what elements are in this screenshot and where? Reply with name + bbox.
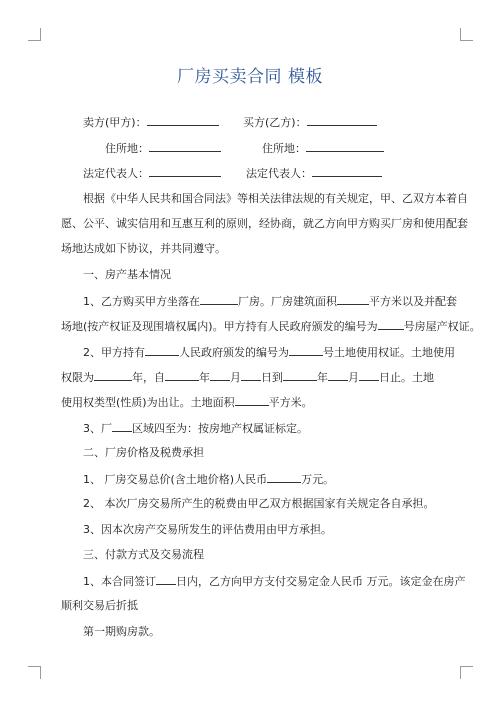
sec1-item1-line1: 1、乙方购买甲方坐落在 厂房。厂房建筑面积 平方米以及并配套 [83,295,457,308]
intro-line-2: 愿、公平、诚实信用和互惠互利的原则，经协商，就乙方向甲方购买厂房和使用配套 [61,217,468,230]
crop-mark-top-right [460,28,473,41]
crop-mark-bottom-right [460,666,473,679]
location-blank[interactable] [200,294,238,305]
sec2-item2: 2、 本次厂房交易所产生的税费由甲乙双方根据国家有关规定各自承担。 [83,497,435,510]
plant-blank[interactable] [112,421,132,432]
seller-blank[interactable] [147,115,219,126]
seller-address-label: 住所地： [105,142,149,155]
end-day-blank[interactable] [359,370,379,381]
sec2-item3: 3、因本次房产交易所发生的评估费用由甲方承担。 [83,523,332,536]
area-blank[interactable] [337,294,369,305]
seller-address-blank[interactable] [149,141,221,152]
buyer-blank[interactable] [307,115,377,126]
sec1-item2-line1: 2、甲方持有 人民政府颁发的编号为 号土地使用权证。土地使用 [83,346,455,359]
buyer-rep-field [246,166,382,181]
section-1-heading: 一、房产基本情况 [83,268,171,281]
seller-rep-field [83,166,221,181]
sec3-item2: 第一期购房款。 [83,625,160,638]
buyer-rep-label: 法定代表人： [246,167,312,180]
buyer-label: 买方(乙方)： [243,116,307,129]
start-day-blank[interactable] [241,370,261,381]
end-year-blank[interactable] [283,370,317,381]
crop-mark-bottom-left [28,666,41,679]
sec2-item1: 1、 厂房交易总价(含土地价格)人民币 万元。 [83,473,335,486]
sec3-item1-line1: 1、本合同签订 日内，乙方向甲方支付交易定金人民币 万元。该定金在房产 [83,575,466,588]
section-2-heading: 二、厂房价格及税费承担 [83,446,204,459]
buyer-address-label: 住所地： [262,142,306,155]
sec3-item1-line2: 顺利交易后折抵 [61,599,138,612]
seller-rep-blank[interactable] [149,166,221,177]
end-month-blank[interactable] [328,370,348,381]
days-blank[interactable] [156,574,176,585]
start-month-blank[interactable] [210,370,230,381]
price-blank[interactable] [267,472,301,483]
title-main: 厂房买卖合同 [177,67,282,87]
buyer-address-field [262,141,384,156]
sec1-item3: 3、厂 区域四至为：按房地产权属证标定。 [83,422,308,435]
start-year-blank[interactable] [165,370,199,381]
sec1-item2-line2: 权限为 年，自 年 月 日到 年 月 日止。土地 [61,371,434,384]
section-3-heading: 三、付款方式及交易流程 [83,548,204,561]
seller-field [83,115,219,130]
seller-address-field [105,141,221,156]
seller-rep-label: 法定代表人： [83,167,149,180]
sec1-item2-line3: 使用权类型(性质)为出让。土地面积 平方米。 [61,396,313,409]
government-blank[interactable] [145,345,179,356]
land-cert-blank[interactable] [289,345,323,356]
sec1-item1-line2: 场地(按产权证及现围墙权属内)。甲方持有人民政府颁发的编号为 号房屋产权证。 [61,320,481,333]
document-title [0,62,500,87]
buyer-address-blank[interactable] [306,141,384,152]
intro-line-3: 场地达成如下协议，并共同遵守。 [61,242,226,255]
intro-line-1: 根据《中华人民共和国合同法》等相关法律法规的有关规定，甲、乙双方本着自 [83,192,468,205]
crop-mark-top-left [28,28,41,41]
term-years-blank[interactable] [94,370,132,381]
property-cert-blank[interactable] [378,319,404,330]
buyer-rep-blank[interactable] [312,166,382,177]
buyer-field [243,115,377,130]
title-suffix: 模板 [288,67,323,87]
seller-label: 卖方(甲方)： [83,116,147,129]
land-area-blank[interactable] [235,395,269,406]
